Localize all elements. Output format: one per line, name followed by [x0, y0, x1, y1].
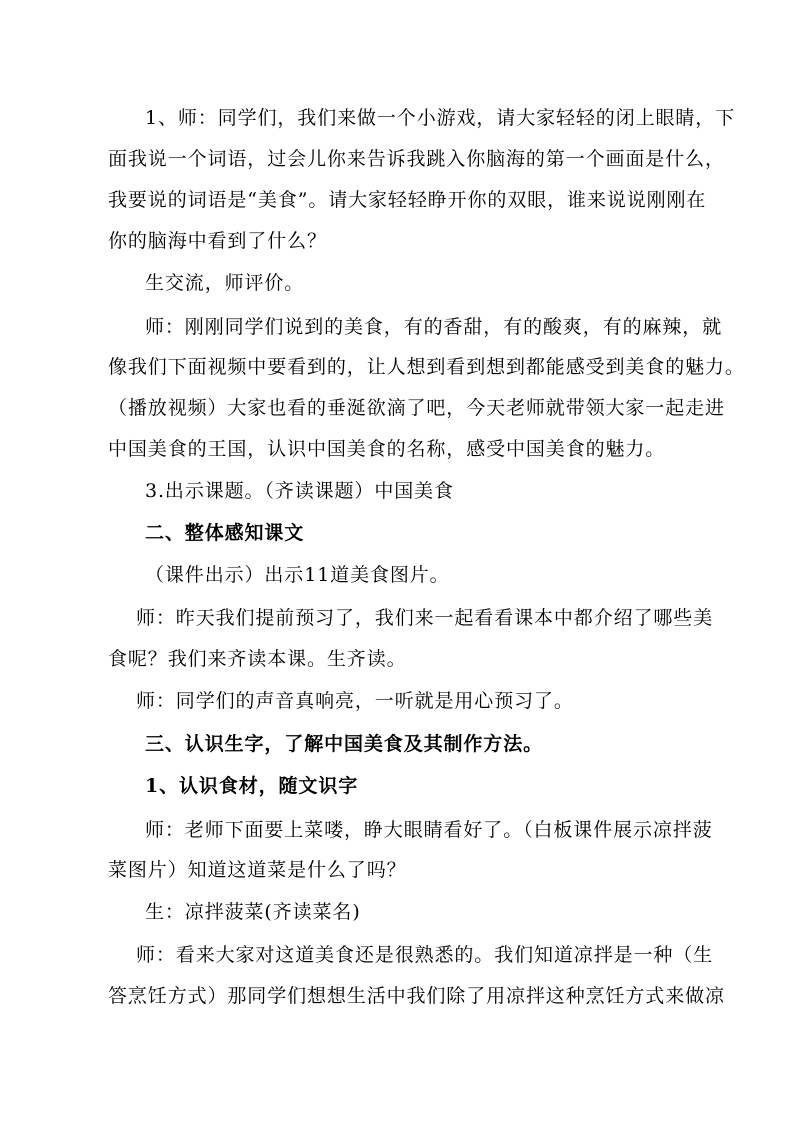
text-line: 3.出示课题。（齐读课题）中国美食 [145, 480, 454, 502]
subsection-heading: 1、认识食材，随文识字 [145, 775, 359, 797]
text-line: 生交流，师评价。 [145, 272, 305, 294]
text-line: （课件出示）出示11道美食图片。 [145, 564, 450, 586]
text-line: 答烹饪方式）那同学们想想生活中我们除了用凉拌这种烹饪方式来做凉 [108, 985, 725, 1007]
text-line: 师：看来大家对这道美食还是很熟悉的。我们知道凉拌是一种（生 [136, 944, 714, 966]
section-heading: 二、整体感知课文 [145, 522, 305, 544]
text-line: 像我们下面视频中要看到的，让人想到看到想到都能感受到美食的魅力。 [108, 356, 745, 378]
text-line: 1、师：同学们，我们来做一个小游戏，请大家轻轻的闭上眼睛，下 [145, 107, 736, 129]
section-heading: 三、认识生字，了解中国美食及其制作方法。 [145, 733, 544, 755]
text-line: 菜图片）知道这道菜是什么了吗？ [108, 859, 407, 881]
text-line: 师：刚刚同学们说到的美食，有的香甜，有的酸爽，有的麻辣，就 [145, 316, 723, 338]
text-line: 师：同学们的声音真响亮，一听就是用心预习了。 [136, 690, 574, 712]
text-line: 师：老师下面要上菜喽，睁大眼睛看好了。（白板课件展示凉拌菠 [145, 819, 713, 841]
text-line: 食呢？我们来齐读本课。生齐读。 [108, 648, 407, 670]
text-line: 中国美食的王国，认识中国美食的名称，感受中国美食的魅力。 [108, 438, 666, 460]
text-line: 面我说一个词语，过会儿你来告诉我跳入你脑海的第一个画面是什么， [108, 148, 725, 170]
text-line: 生：凉拌菠菜(齐读菜名) [145, 901, 361, 923]
text-line: 我要说的词语是“美食”。请大家轻轻睁开你的双眼，谁来说说刚刚在 [108, 189, 707, 211]
text-line: 你的脑海中看到了什么？ [108, 230, 327, 252]
text-line: 师：昨天我们提前预习了，我们来一起看看课本中都介绍了哪些美 [136, 607, 714, 629]
text-line: （播放视频）大家也看的垂涎欲滴了吧，今天老师就带领大家一起走进 [108, 397, 725, 419]
